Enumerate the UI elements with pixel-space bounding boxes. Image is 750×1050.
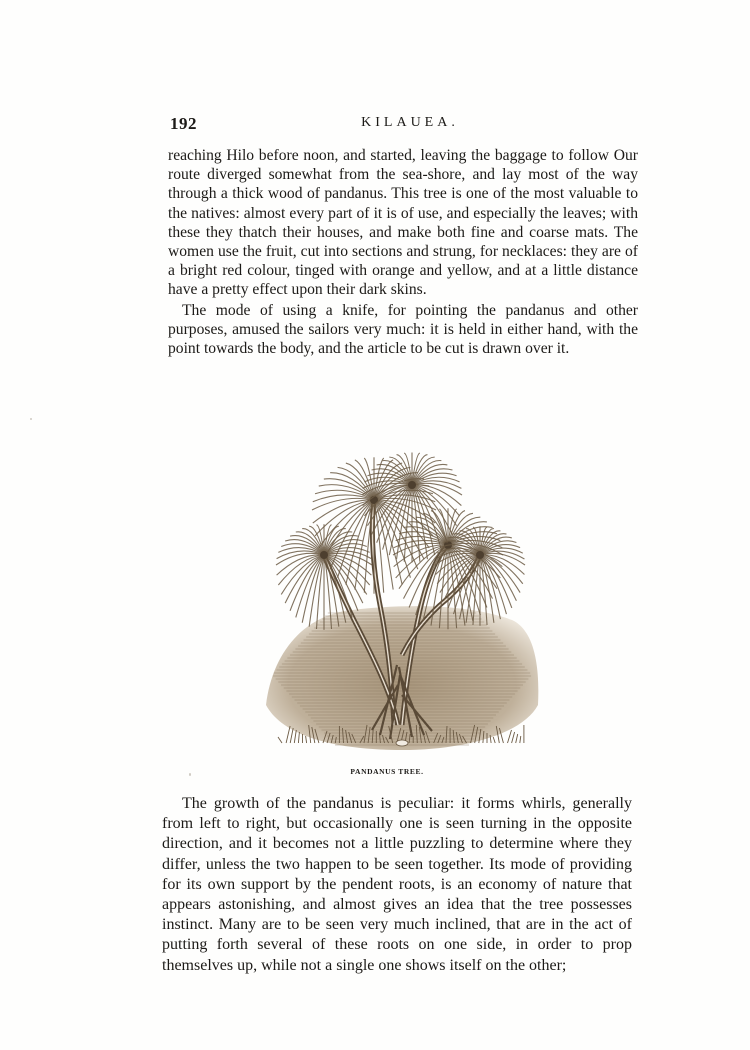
- page-number: 192: [170, 114, 197, 133]
- grass-blade: [278, 737, 282, 743]
- body-text-bottom: [162, 794, 632, 976]
- grass-blade: [512, 732, 515, 743]
- pandanus-tree-engraving: [262, 405, 542, 757]
- grass-blade: [493, 737, 495, 743]
- crown-center: [320, 551, 328, 559]
- paper-speck: [30, 418, 32, 420]
- grass-blade: [516, 734, 518, 743]
- paragraph: The mode of using a knife, for pointing the pandanus and other purposes, amused the sailors very much: it is held in either hand, with the point towards the body, and the article to be cut is drawn over it.: [168, 301, 638, 358]
- grass-blade: [520, 736, 521, 743]
- body-text-top: [168, 146, 638, 358]
- engraving-illustration: [262, 405, 542, 757]
- paragraph: reaching Hilo before noon, and started, leaving the baggage to follow Our route diverged somewhat from the sea-shore, and lay most of the way through a thick wood of pandanus. This tree is one of the most valuable to the natives: almost every part of it is of use, and especially the leaves; with these they thatch their houses, and make both fine and coarse mats. The women use the fruit, cut into sections and strung, for necklaces: they are of a bright red colour, tinged with orange and yellow, and at a little distance have a pretty effect upon their dark skins.: [168, 147, 638, 299]
- grass-blade: [294, 730, 296, 743]
- paragraph: The growth of the pandanus is peculiar: it forms whirls, generally from left to right, but occasionally one is seen turning in the opposite direction, and it becomes not a little puzzling to determine where they differ, unless the two happen to be seen together. Its mode of providing for its own support by the pendent roots, is an economy of nature that appears astonishing, and almost gives an idea that the tree possesses instinct. Many are to be seen very much inclined, that are in the act of putting forth several of these roots on one side, in order to prop themselves up, while not a single one shows itself on the other;: [162, 795, 632, 974]
- grass-blade: [298, 732, 299, 743]
- grass-blade: [306, 736, 307, 743]
- crown-center: [476, 551, 484, 559]
- paper-speck: [189, 773, 191, 776]
- grass-blade: [286, 726, 290, 743]
- grass-blade: [290, 728, 293, 743]
- page-header: [170, 114, 640, 138]
- stone: [396, 740, 408, 746]
- grass-blade: [508, 730, 512, 743]
- figure-caption: PANDANUS TREE.: [350, 767, 424, 776]
- running-head: KILAUEA.: [361, 115, 459, 130]
- crown-center: [408, 481, 416, 489]
